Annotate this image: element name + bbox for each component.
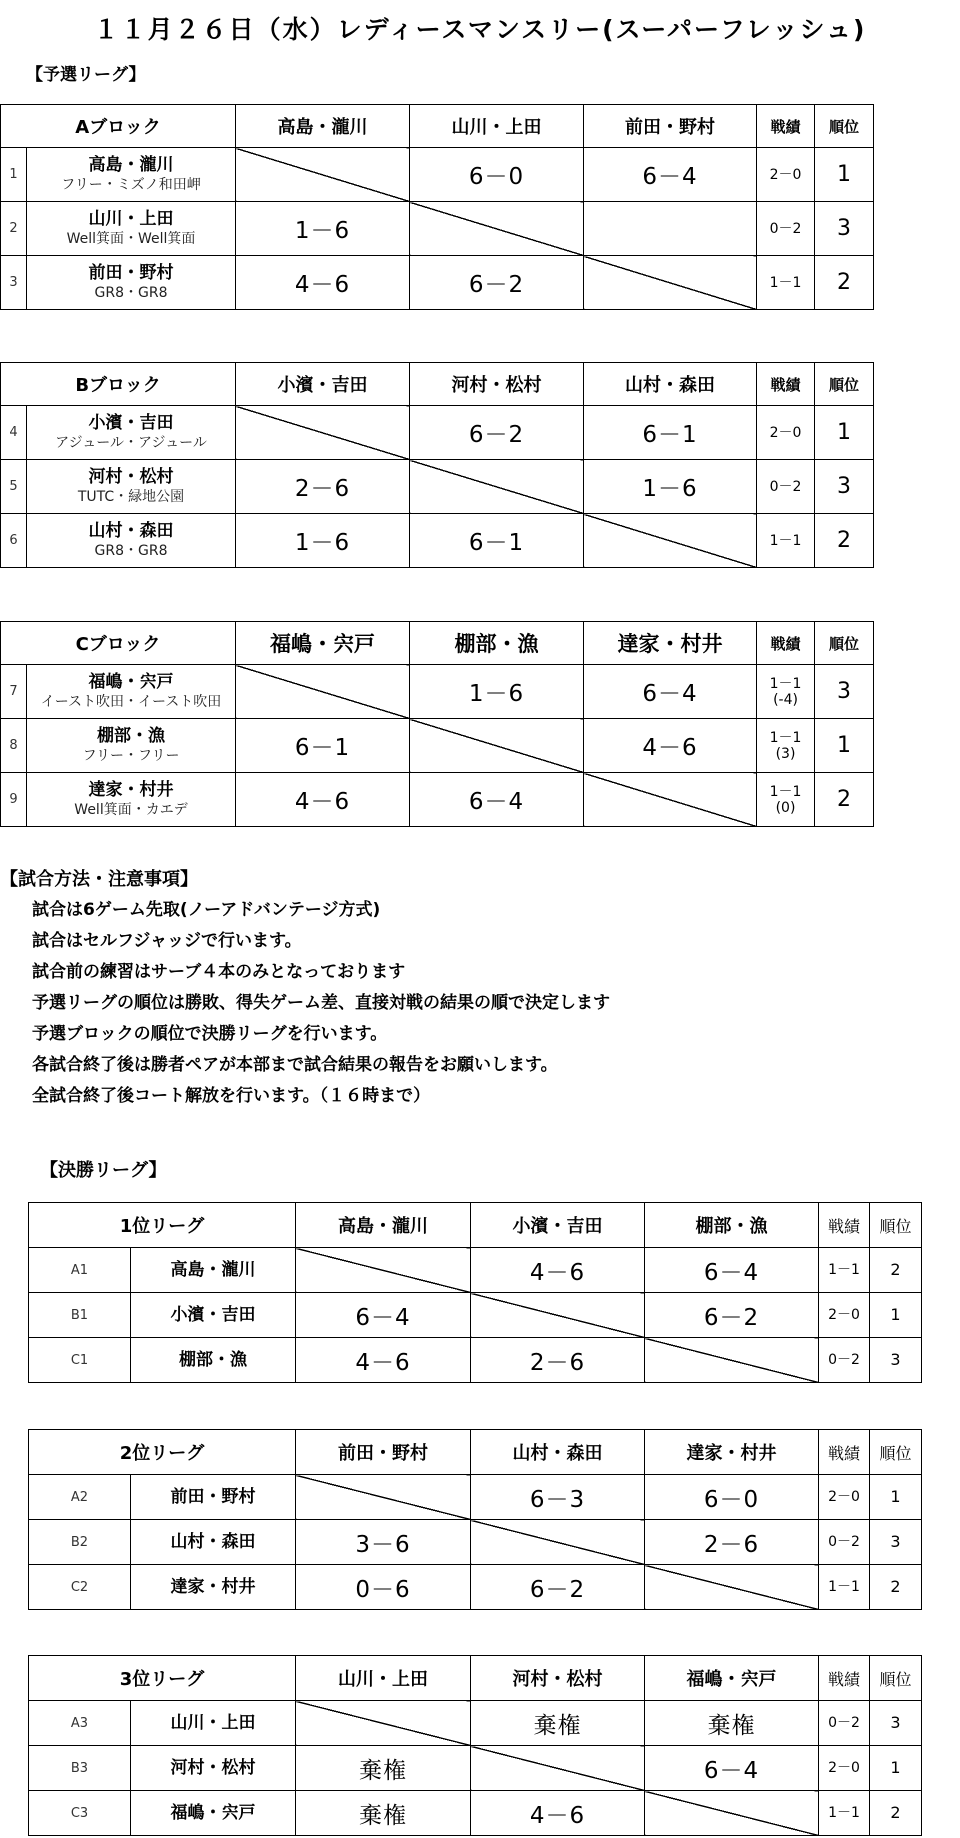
final-league-3	[28, 1655, 922, 1836]
record-value: 1－1	[769, 532, 802, 549]
note-item: 試合は6ゲーム先取(ノーアドバンテージ方式)	[32, 900, 381, 920]
record-cell: 0－2	[819, 1520, 870, 1565]
team-name: 河村・松村	[88, 467, 174, 487]
rank-cell: 3	[815, 202, 874, 256]
team-cell	[27, 202, 236, 256]
row-number: 5	[1, 460, 27, 514]
table-row	[1, 719, 874, 773]
column-header: 達家・村井	[584, 622, 757, 665]
team-name: 前田・野村	[131, 1475, 296, 1520]
final-league-2	[28, 1429, 922, 1610]
seed-label: B2	[29, 1520, 131, 1565]
column-header: 棚部・漁	[645, 1203, 819, 1248]
row-number: 6	[1, 514, 27, 568]
score-cell: 6－2	[410, 406, 584, 460]
rank-cell: 3	[870, 1701, 922, 1746]
row-number: 1	[1, 148, 27, 202]
column-header: 前田・野村	[584, 105, 757, 148]
team-name: 達家・村井	[131, 1565, 296, 1610]
rank-header: 順位	[815, 363, 874, 406]
rank-cell: 2	[815, 256, 874, 310]
team-name: 福嶋・宍戸	[131, 1791, 296, 1836]
record-sub: (0)	[775, 799, 796, 816]
team-name: 小濱・吉田	[131, 1293, 296, 1338]
table-row	[1, 202, 874, 256]
score-cell	[296, 1701, 471, 1746]
record-cell	[757, 202, 815, 256]
team-club: Well箕面・Well箕面	[66, 231, 196, 247]
team-club: イースト吹田・イースト吹田	[40, 694, 222, 710]
column-header: 前田・野村	[296, 1430, 471, 1475]
score-cell: 6－1	[584, 406, 757, 460]
row-number: 9	[1, 773, 27, 827]
score-cell: 6－4	[645, 1746, 819, 1791]
team-cell	[27, 256, 236, 310]
note-item: 試合前の練習はサーブ４本のみとなっております	[32, 962, 406, 982]
note-item: 予選ブロックの順位で決勝リーグを行います。	[32, 1024, 388, 1044]
seed-label: C3	[29, 1791, 131, 1836]
final-league-1	[28, 1202, 922, 1383]
score-cell: 棄権	[296, 1791, 471, 1836]
rank-cell: 2	[870, 1565, 922, 1610]
record-cell	[757, 514, 815, 568]
record-cell	[757, 719, 815, 773]
seed-label: C2	[29, 1565, 131, 1610]
block-name: Cブロック	[1, 622, 236, 665]
rank-cell: 3	[815, 460, 874, 514]
score-cell	[236, 406, 410, 460]
prelim-block-b	[0, 362, 874, 568]
table-row	[29, 1791, 922, 1836]
score-cell: 棄権	[296, 1746, 471, 1791]
score-cell: 4－6	[471, 1791, 645, 1836]
score-cell: 6－4	[584, 148, 757, 202]
column-header: 棚部・漁	[410, 622, 584, 665]
column-header: 高島・瀧川	[296, 1203, 471, 1248]
score-cell	[296, 1475, 471, 1520]
column-header: 高島・瀧川	[236, 105, 410, 148]
seed-label: B1	[29, 1293, 131, 1338]
table-row	[29, 1338, 922, 1383]
block-name: Bブロック	[1, 363, 236, 406]
record-cell: 0－2	[819, 1338, 870, 1383]
record-header: 戦績	[757, 363, 815, 406]
score-cell: 6－4	[296, 1293, 471, 1338]
row-number: 4	[1, 406, 27, 460]
record-sub: (3)	[775, 745, 796, 762]
seed-label: C1	[29, 1338, 131, 1383]
column-header: 福嶋・宍戸	[645, 1656, 819, 1701]
score-cell: 4－6	[236, 256, 410, 310]
rank-header: 順位	[870, 1656, 922, 1701]
team-cell	[27, 719, 236, 773]
seed-label: A3	[29, 1701, 131, 1746]
record-cell	[757, 460, 815, 514]
record-cell	[757, 665, 815, 719]
score-cell	[236, 148, 410, 202]
team-name: 高島・瀧川	[88, 155, 174, 175]
column-header: 山川・上田	[410, 105, 584, 148]
notes-title: 【試合方法・注意事項】	[0, 869, 198, 890]
note-item: 試合はセルフジャッジで行います。	[32, 931, 302, 951]
score-cell	[410, 460, 584, 514]
note-item: 全試合終了後コート解放を行います。（１６時まで）	[32, 1086, 431, 1106]
table-row	[1, 773, 874, 827]
prelim-block-a	[0, 104, 874, 310]
team-club: GR8・GR8	[94, 543, 168, 559]
rank-header: 順位	[870, 1430, 922, 1475]
record-value: 2－0	[769, 166, 802, 183]
record-value: 1－1	[769, 675, 802, 692]
score-cell: 1－6	[410, 665, 584, 719]
score-cell: 2－6	[645, 1520, 819, 1565]
score-cell: 6－4	[645, 1248, 819, 1293]
record-cell: 0－2	[819, 1701, 870, 1746]
seed-label: B3	[29, 1746, 131, 1791]
table-row	[29, 1520, 922, 1565]
team-name: 棚部・漁	[97, 726, 165, 746]
team-name: 山村・森田	[88, 521, 174, 541]
score-cell: 1－6	[584, 460, 757, 514]
table-row	[29, 1475, 922, 1520]
team-cell	[27, 148, 236, 202]
record-value: 1－1	[769, 783, 802, 800]
team-name: 高島・瀧川	[131, 1248, 296, 1293]
team-club: フリー・フリー	[82, 748, 180, 764]
team-club: GR8・GR8	[94, 285, 168, 301]
league-name: 3位リーグ	[29, 1656, 296, 1701]
score-cell	[410, 719, 584, 773]
score-cell: 4－6	[471, 1248, 645, 1293]
record-value: 1－1	[769, 274, 802, 291]
record-cell	[757, 256, 815, 310]
team-club: アジュール・アジュール	[55, 435, 207, 451]
team-name: 棚部・漁	[131, 1338, 296, 1383]
team-club: フリー・ミズノ和田岬	[61, 177, 201, 193]
seed-label: A2	[29, 1475, 131, 1520]
record-cell	[757, 773, 815, 827]
seed-label: A1	[29, 1248, 131, 1293]
table-row	[29, 1565, 922, 1610]
score-cell	[645, 1791, 819, 1836]
rank-header: 順位	[815, 105, 874, 148]
record-cell: 2－0	[819, 1293, 870, 1338]
column-header: 小濱・吉田	[236, 363, 410, 406]
team-name: 前田・野村	[88, 263, 174, 283]
score-cell	[410, 202, 584, 256]
team-name: 小濱・吉田	[88, 413, 174, 433]
record-header: 戦績	[757, 105, 815, 148]
score-cell: 1－6	[236, 514, 410, 568]
column-header: 福嶋・宍戸	[236, 622, 410, 665]
score-cell: 2－6	[236, 460, 410, 514]
score-cell: 棄権	[471, 1701, 645, 1746]
column-header: 山村・森田	[471, 1430, 645, 1475]
table-row	[29, 1293, 922, 1338]
score-cell	[584, 514, 757, 568]
record-value: 2－0	[769, 424, 802, 441]
table-row	[1, 256, 874, 310]
column-header: 山村・森田	[584, 363, 757, 406]
score-cell: 4－6	[584, 719, 757, 773]
score-cell	[645, 1565, 819, 1610]
score-cell	[584, 773, 757, 827]
rank-cell: 2	[815, 514, 874, 568]
team-cell	[27, 773, 236, 827]
rank-cell: 3	[870, 1338, 922, 1383]
table-row	[1, 148, 874, 202]
rank-cell: 3	[815, 665, 874, 719]
score-cell: 棄権	[645, 1701, 819, 1746]
record-header: 戦績	[819, 1203, 870, 1248]
score-cell: 6－1	[410, 514, 584, 568]
record-cell: 2－0	[819, 1746, 870, 1791]
score-cell	[471, 1520, 645, 1565]
record-cell	[757, 406, 815, 460]
team-cell	[27, 665, 236, 719]
record-cell: 2－0	[819, 1475, 870, 1520]
record-header: 戦績	[819, 1430, 870, 1475]
page-title: １１月２６日（水）レディースマンスリー(スーパーフレッシュ)	[93, 15, 867, 44]
score-cell: 4－6	[236, 773, 410, 827]
record-cell	[757, 148, 815, 202]
team-name: 福嶋・宍戸	[88, 672, 174, 692]
team-name: 河村・松村	[131, 1746, 296, 1791]
score-cell: 6－0	[410, 148, 584, 202]
table-row	[1, 514, 874, 568]
prelim-block-c	[0, 621, 874, 827]
score-cell: 4－6	[296, 1338, 471, 1383]
notes-section	[0, 864, 610, 1112]
record-cell: 1－1	[819, 1565, 870, 1610]
table-row	[1, 460, 874, 514]
score-cell	[645, 1338, 819, 1383]
record-header: 戦績	[819, 1656, 870, 1701]
rank-cell: 3	[870, 1520, 922, 1565]
score-cell: 6－4	[410, 773, 584, 827]
rank-cell: 2	[870, 1791, 922, 1836]
rank-header: 順位	[870, 1203, 922, 1248]
score-cell	[471, 1746, 645, 1791]
score-cell	[236, 665, 410, 719]
score-cell: 6－2	[645, 1293, 819, 1338]
record-value: 0－2	[769, 478, 802, 495]
score-cell	[584, 202, 757, 256]
rank-cell: 1	[870, 1746, 922, 1791]
score-cell: 2－6	[471, 1338, 645, 1383]
rank-header: 順位	[815, 622, 874, 665]
score-cell	[296, 1248, 471, 1293]
score-cell: 6－2	[410, 256, 584, 310]
record-cell: 1－1	[819, 1791, 870, 1836]
prelim-section-label: 【予選リーグ】	[26, 65, 146, 85]
league-name: 2位リーグ	[29, 1430, 296, 1475]
rank-cell: 1	[870, 1293, 922, 1338]
rank-cell: 2	[870, 1248, 922, 1293]
score-cell: 6－3	[471, 1475, 645, 1520]
score-cell	[471, 1293, 645, 1338]
table-row	[29, 1701, 922, 1746]
rank-cell: 1	[870, 1475, 922, 1520]
row-number: 7	[1, 665, 27, 719]
note-item: 各試合終了後は勝者ペアが本部まで試合結果の報告をお願いします。	[32, 1055, 558, 1075]
table-row	[29, 1746, 922, 1791]
rank-cell: 1	[815, 406, 874, 460]
team-name: 山川・上田	[131, 1701, 296, 1746]
rank-cell: 1	[815, 719, 874, 773]
row-number: 8	[1, 719, 27, 773]
score-cell: 0－6	[296, 1565, 471, 1610]
table-row	[1, 406, 874, 460]
team-cell	[27, 460, 236, 514]
score-cell	[584, 256, 757, 310]
record-header: 戦績	[757, 622, 815, 665]
league-name: 1位リーグ	[29, 1203, 296, 1248]
column-header: 山川・上田	[296, 1656, 471, 1701]
table-row	[1, 665, 874, 719]
record-value: 1－1	[769, 729, 802, 746]
record-cell: 1－1	[819, 1248, 870, 1293]
record-value: 0－2	[769, 220, 802, 237]
column-header: 河村・松村	[471, 1656, 645, 1701]
rank-cell: 1	[815, 148, 874, 202]
row-number: 3	[1, 256, 27, 310]
team-club: Well箕面・カエデ	[74, 802, 188, 818]
score-cell: 6－1	[236, 719, 410, 773]
final-section-label: 【決勝リーグ】	[40, 1160, 167, 1181]
team-name: 山川・上田	[88, 209, 174, 229]
column-header: 小濱・吉田	[471, 1203, 645, 1248]
team-name: 達家・村井	[88, 780, 174, 800]
rank-cell: 2	[815, 773, 874, 827]
block-name: Aブロック	[1, 105, 236, 148]
record-sub: (-4)	[773, 691, 798, 708]
team-cell	[27, 514, 236, 568]
row-number: 2	[1, 202, 27, 256]
column-header: 河村・松村	[410, 363, 584, 406]
score-cell: 6－2	[471, 1565, 645, 1610]
table-row	[29, 1248, 922, 1293]
score-cell: 1－6	[236, 202, 410, 256]
score-cell: 6－0	[645, 1475, 819, 1520]
score-cell: 3－6	[296, 1520, 471, 1565]
team-cell	[27, 406, 236, 460]
team-club: TUTC・緑地公園	[77, 489, 185, 505]
score-cell: 6－4	[584, 665, 757, 719]
note-item: 予選リーグの順位は勝敗、得失ゲーム差、直接対戦の結果の順で決定します	[32, 993, 610, 1013]
column-header: 達家・村井	[645, 1430, 819, 1475]
team-name: 山村・森田	[131, 1520, 296, 1565]
